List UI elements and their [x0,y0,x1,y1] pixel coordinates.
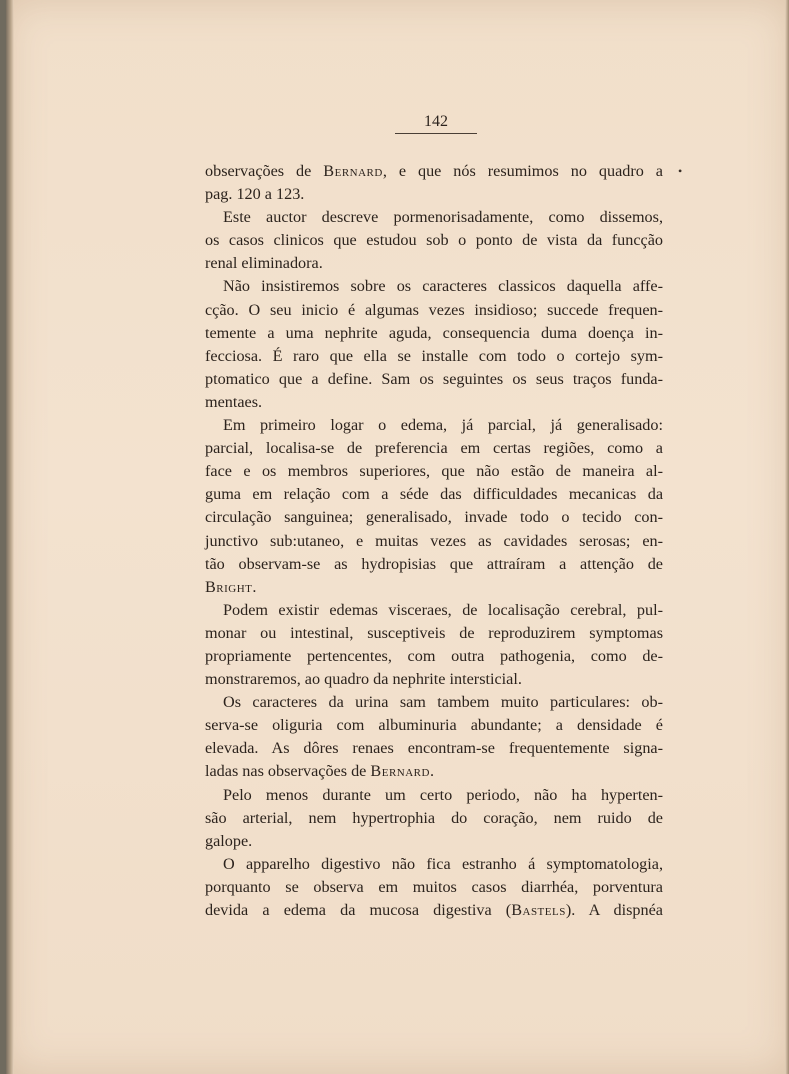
text-line [205,622,663,645]
text-segment: circulação sanguinea; generalisado, invade todo o tecido con- [205,508,663,527]
text-line [205,876,663,899]
text-line [205,714,663,737]
text-line [205,368,663,391]
text-segment: Os caracteres da urina sam tambem muito particulares: ob- [223,693,663,712]
text-line [205,576,663,599]
author-name: Bastels [511,901,566,919]
text-line [205,853,663,876]
text-line [205,460,663,483]
text-segment: monstraremos, ao quadro da nephrite intersticial. [205,670,522,689]
text-segment: . [429,762,434,781]
text-segment: ). A dispnéa [565,901,663,919]
text-segment: guma em relação com a séde das difficuldades mecanicas da [205,485,663,504]
book-page [6,0,789,1074]
text-segment: fecciosa. É raro que ella se installe com todo o cortejo sym- [205,346,663,365]
text-segment: os casos clinicos que estudou sob o ponto de vista da funcção [205,231,663,250]
text-line [205,691,663,714]
text-line [205,229,663,252]
text-line [205,322,663,345]
author-name: Bright [205,577,253,596]
text-segment: temente a uma nephrite aguda, consequencia duma doença in- [205,323,663,342]
text-segment: são arterial, nem hypertrophia do coração, nem ruido de [205,808,663,827]
text-segment: renal eliminadora. [205,254,323,273]
text-segment: ptomatico que a define. Sam os seguintes os seus traços funda- [205,369,663,388]
text-line [205,807,663,830]
page-number: 142 [424,113,448,130]
text-line [205,506,663,529]
page-left-edge [6,0,14,1074]
text-segment: Podem existir edemas visceraes, de localisação cerebral, pul- [223,600,663,619]
text-segment: Em primeiro logar o edema, já parcial, já generalisado: [223,416,663,435]
text-segment: monar ou intestinal, susceptiveis de reproduzirem symptomas [205,623,663,642]
text-segment: Não insistiremos sobre os caracteres classicos daquella affe- [223,277,663,296]
text-line [205,668,663,691]
text-line [205,645,663,668]
text-segment: Pelo menos durante um certo periodo, não ha hyperten- [223,785,663,804]
text-segment: O apparelho digestivo não fica estranho á symptomatologia, [223,854,663,873]
text-segment: cção. O seu inicio é algumas vezes insidioso; succede frequen- [205,300,663,319]
text-segment: face e os membros superiores, que não estão de maneira al- [205,462,663,481]
text-segment: Este auctor descreve pormenorisadamente, como dissemos, [223,208,663,227]
body-text [205,160,663,922]
text-line [205,160,663,183]
page-right-edge [785,0,789,1074]
text-segment: elevada. As dôres renaes encontram-se frequentemente signa- [205,739,663,758]
text-line [205,530,663,553]
text-line [205,483,663,506]
text-line [205,414,663,437]
text-segment: devida a edema da mucosa digestiva ( [205,901,512,919]
text-line [205,899,663,922]
text-line [205,252,663,275]
text-line [205,784,663,807]
text-segment: parcial, localisa-se de preferencia em certas regiões, como a [205,439,663,458]
author-name: Bernard [323,162,383,180]
text-segment: propriamente pertencentes, com outra pathogenia, como de- [205,646,663,665]
text-line [205,183,663,206]
text-segment: mentaes. [205,392,263,411]
text-line [205,553,663,576]
text-segment: junctivo sub:utaneo, e muitas vezes as cavidades serosas; en- [205,531,663,550]
text-line [205,299,663,322]
text-line [205,830,663,853]
text-segment: serva-se oliguria com albuminuria abundante; a densidade é [205,716,663,735]
text-segment: porquanto se observa em muitos casos diarrhéa, porventura [205,877,663,896]
text-segment: , e que nós resumimos no quadro a [382,162,663,180]
text-line [205,599,663,622]
text-segment: observações de [205,162,324,180]
stray-mark: • [678,164,683,178]
text-segment: pag. 120 a 123. [205,185,305,204]
text-line [205,437,663,460]
page-number-rule [395,133,477,134]
text-line [205,737,663,760]
text-segment: ladas nas observações de [205,762,371,781]
text-line [205,275,663,298]
text-line [205,760,663,783]
text-line [205,391,663,414]
text-segment: . [252,577,257,596]
text-segment: galope. [205,831,253,850]
text-line [205,345,663,368]
text-line [205,206,663,229]
author-name: Bernard [370,762,430,781]
text-segment: tão observam-se as hydropisias que attraíram a attenção de [205,554,663,573]
